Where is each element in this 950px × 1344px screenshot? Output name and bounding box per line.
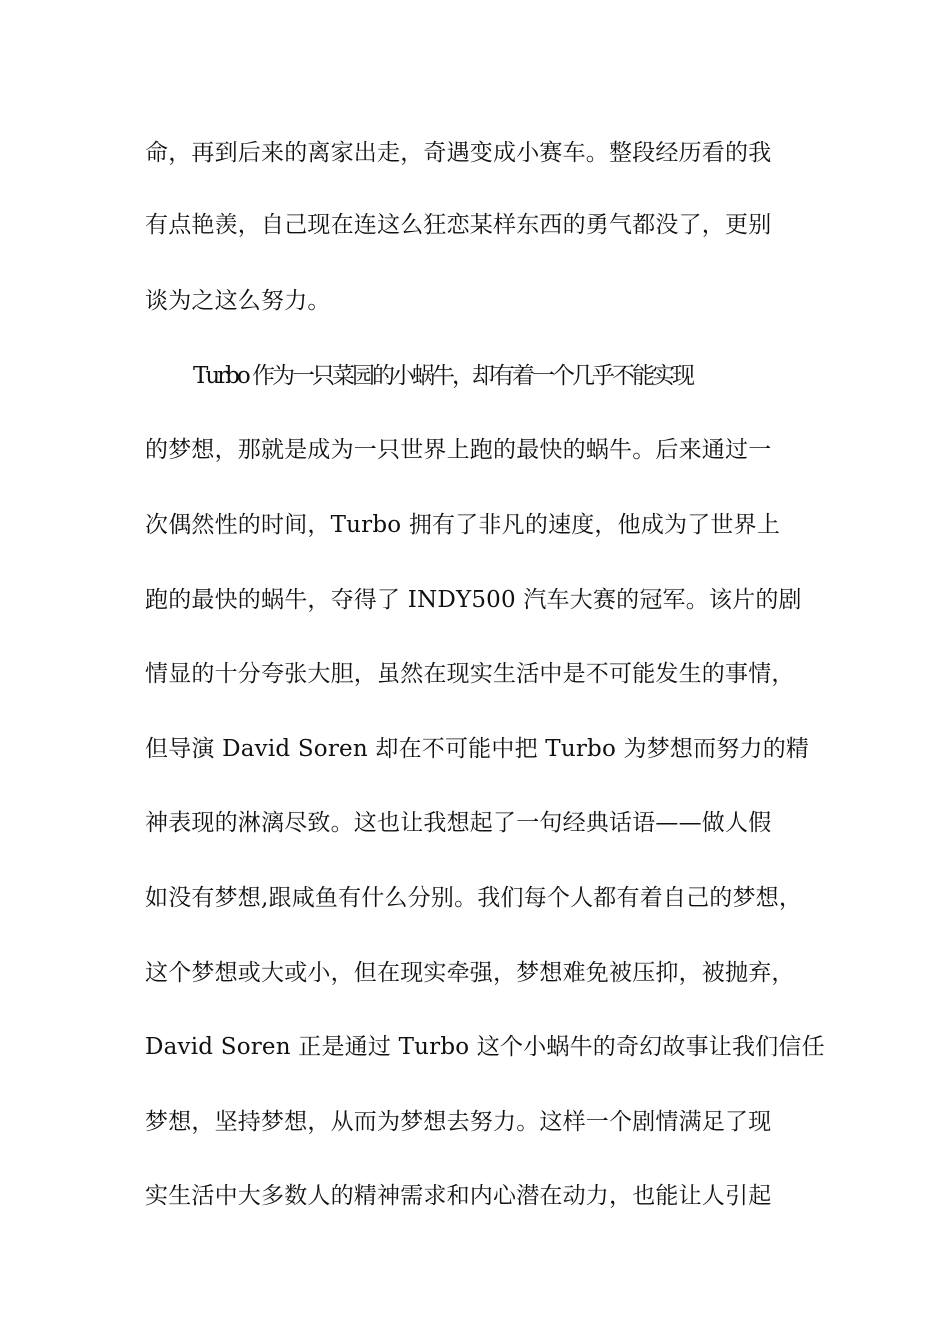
paragraph-line: 命，再到后来的离家出走，奇遇变成小赛车。整段经历看的我 — [145, 140, 772, 166]
paragraph-line: Turbo 作为一只菜园的小蜗牛，却有着一个几乎不能实现 — [193, 363, 693, 389]
paragraph-line: 的梦想，那就是成为一只世界上跑的最快的蜗牛。后来通过一 — [145, 437, 772, 463]
paragraph-line: 跑的最快的蜗牛，夺得了 INDY500 汽车大赛的冠军。该片的剧 — [145, 587, 802, 613]
paragraph-line: 这个梦想或大或小，但在现实牵强，梦想难免被压抑，被抛弃， — [145, 960, 795, 986]
paragraph-line: 如没有梦想,跟咸鱼有什么分别。我们每个人都有着自己的梦想， — [145, 885, 803, 911]
paragraph-line: David Soren 正是通过 Turbo 这个小蜗牛的奇幻故事让我们信任 — [145, 1034, 825, 1060]
paragraph-line: 但导演 David Soren 却在不可能中把 Turbo 为梦想而努力的精 — [145, 736, 810, 762]
paragraph-line: 有点艳羡，自己现在连这么狂恋某样东西的勇气都没了，更别 — [145, 212, 772, 238]
paragraph-line: 情显的十分夸张大胆，虽然在现实生活中是不可能发生的事情， — [145, 661, 795, 687]
paragraph-line: 实生活中大多数人的精神需求和内心潜在动力，也能让人引起 — [145, 1183, 772, 1209]
paragraph-line: 梦想，坚持梦想，从而为梦想去努力。这样一个剧情满足了现 — [145, 1109, 772, 1135]
paragraph-line: 神表现的淋漓尽致。这也让我想起了一句经典话语——做人假 — [145, 810, 772, 836]
paragraph-line: 谈为之这么努力。 — [145, 288, 331, 314]
paragraph-line: 次偶然性的时间，Turbo 拥有了非凡的速度，他成为了世界上 — [145, 512, 781, 538]
